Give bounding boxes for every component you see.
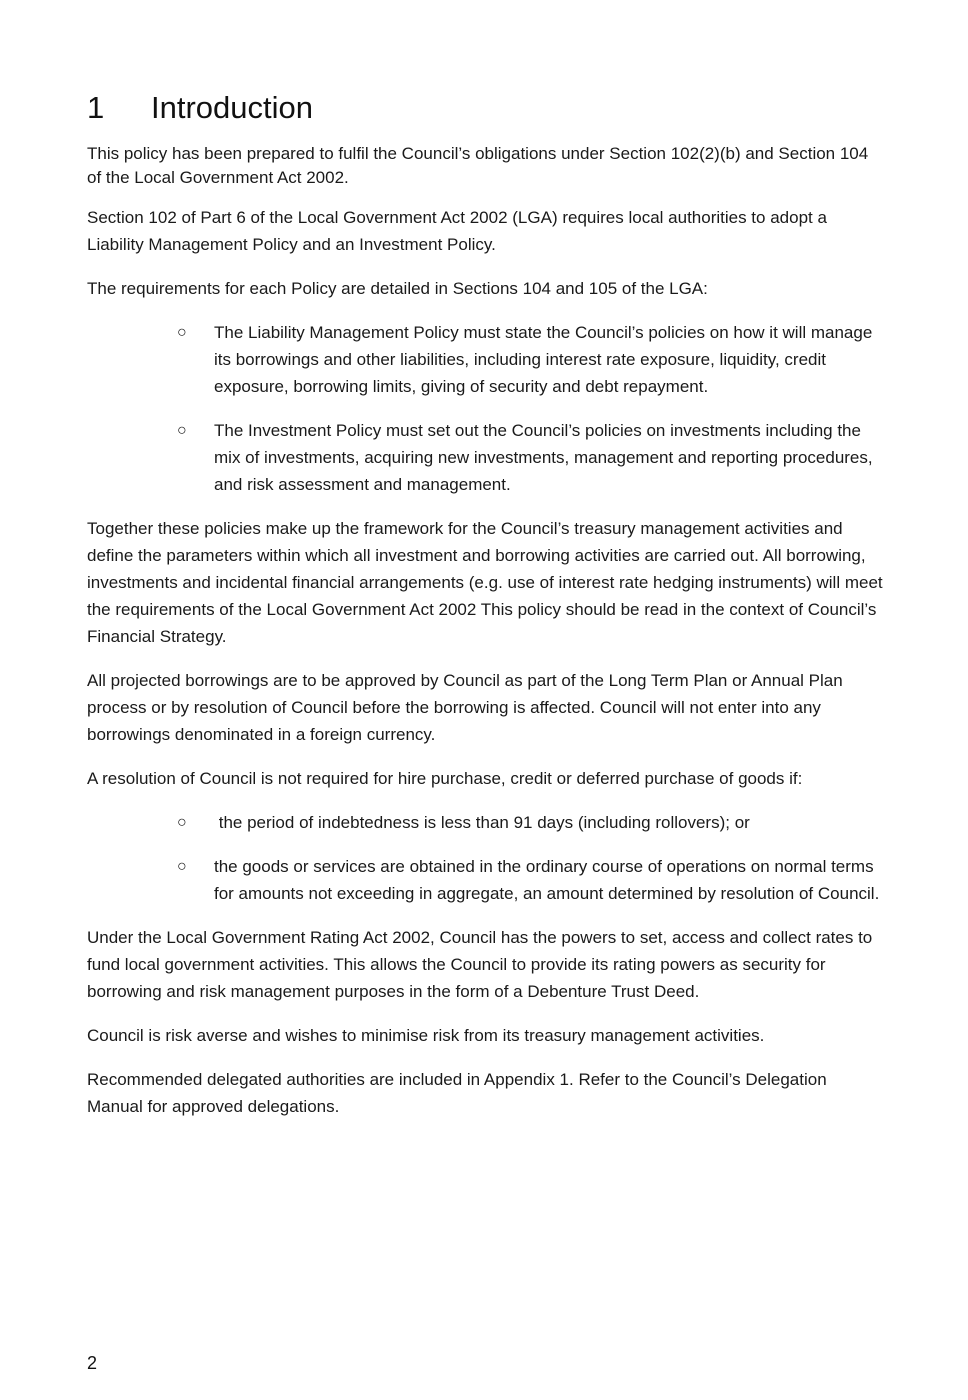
policy-bullet-list [87,319,887,498]
circle-bullet-icon: ○ [177,858,187,875]
list-item-text: the period of indebtedness is less than 91 days (including rollovers); or [214,813,750,832]
paragraph-purpose: This policy has been prepared to fulfil the Council’s obligations under Section 102(2)(b) and Section 104 of the Local Government Act 2002. [87,144,869,187]
list-item [177,417,887,498]
paragraph-section-102: Section 102 of Part 6 of the Local Government Act 2002 (LGA) requires local authorities to adopt a Liability Management Policy and an Investment Policy. [87,208,827,254]
section-title: Introduction [151,90,313,125]
circle-bullet-icon: ○ [177,422,187,439]
list-item [177,319,887,400]
section-number: 1 [87,90,105,125]
paragraph-borrowings: All projected borrowings are to be approved by Council as part of the Long Term Plan or Annual Plan process or by resolution of Council before the borrowing is affected. Council will not enter into any borrowings denominated in a foreign currency. [87,671,843,744]
page-number: 2 [87,1353,98,1373]
paragraph-resolution: A resolution of Council is not required for hire purchase, credit or deferred purchase of goods if: [87,769,803,788]
section-heading [87,88,887,128]
document-page [87,88,887,1137]
list-item-text: The Liability Management Policy must state the Council’s policies on how it will manage its borrowings and other liabilities, including interest rate exposure, liquidity, credit exposure, borrowing limits, giving of security and debt repayment. [214,323,873,396]
list-item-text: the goods or services are obtained in the ordinary course of operations on normal terms for amounts not exceeding in aggregate, an amount determined by resolution of Council. [214,857,880,903]
list-item [177,853,887,907]
list-item-text: The Investment Policy must set out the Council’s policies on investments including the mix of investments, acquiring new investments, management and reporting procedures, and risk assessment and management. [214,421,873,494]
list-item [177,809,887,836]
paragraph-rating-act: Under the Local Government Rating Act 2002, Council has the powers to set, access and collect rates to fund local government activities. This allows the Council to provide its rating powers as security for borrowing and risk management purposes in the form of a Debenture Trust Deed. [87,928,873,1001]
resolution-bullet-list [87,809,887,907]
paragraph-risk-averse: Council is risk averse and wishes to minimise risk from its treasury management activities. [87,1026,765,1045]
circle-bullet-icon: ○ [177,814,187,831]
paragraph-framework: Together these policies make up the framework for the Council’s treasury management activities and define the parameters within which all investment and borrowing activities are carried out. All borrowing, investments and incidental financial arrangements (e.g. use of interest rate hedging instruments) will meet the requirements of the Local Government Act 2002 This policy should be read in the context of Council’s Financial Strategy. [87,519,883,646]
paragraph-delegations: Recommended delegated authorities are included in Appendix 1. Refer to the Council’s Delegation Manual for approved delegations. [87,1070,827,1116]
circle-bullet-icon: ○ [177,324,187,341]
paragraph-requirements: The requirements for each Policy are detailed in Sections 104 and 105 of the LGA: [87,279,708,298]
